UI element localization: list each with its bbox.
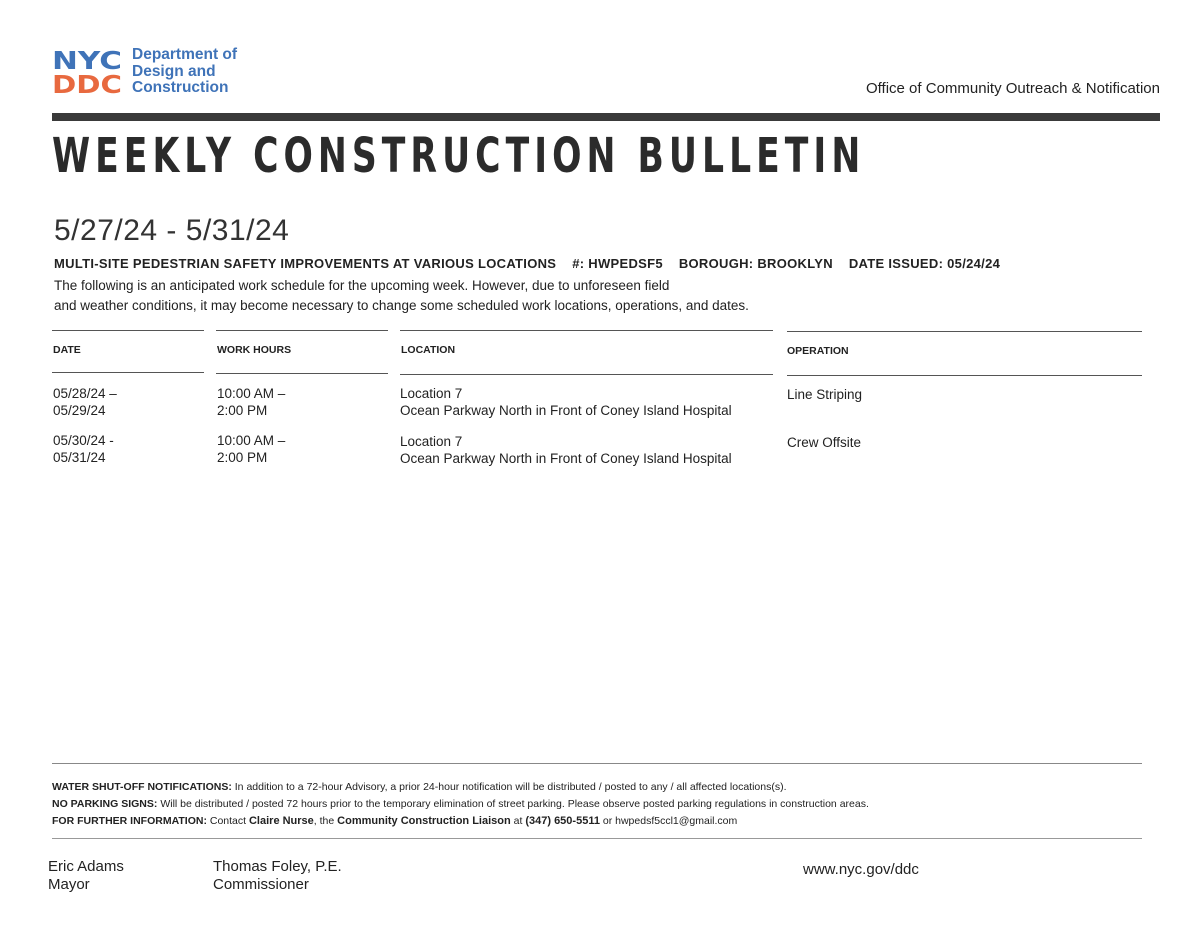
table-rule bbox=[787, 375, 1142, 376]
header-location: LOCATION bbox=[401, 344, 456, 356]
row1-date-start: 05/28/24 – bbox=[53, 386, 117, 401]
project-number: #: HWPEDSF5 bbox=[572, 256, 663, 271]
table-rule bbox=[216, 373, 388, 374]
table-rule bbox=[400, 330, 773, 331]
further-info-contact: Contact bbox=[209, 815, 247, 827]
no-parking-note bbox=[52, 796, 1152, 813]
row1-date-end: 05/29/24 bbox=[53, 403, 106, 418]
intro-text bbox=[54, 276, 954, 316]
water-shutoff-note bbox=[52, 779, 1152, 796]
project-line bbox=[54, 256, 1012, 271]
row1-location-detail: Ocean Parkway North in Front of Coney Island Hospital bbox=[400, 403, 732, 418]
commissioner-block bbox=[213, 858, 342, 894]
row2-location bbox=[400, 433, 732, 467]
further-info-note bbox=[52, 813, 1152, 830]
liaison-phone: (347) 650-5511 bbox=[525, 815, 600, 827]
row2-date-start: 05/30/24 - bbox=[53, 433, 114, 448]
liaison-email: or hwpedsf5ccl1@gmail.com bbox=[602, 815, 738, 827]
mayor-name: Eric Adams bbox=[48, 858, 124, 875]
liaison-role: Community Construction Liaison bbox=[337, 815, 511, 827]
project-name: MULTI-SITE PEDESTRIAN SAFETY IMPROVEMENTS AT VARIOUS LOCATIONS bbox=[54, 256, 557, 271]
row2-operation: Crew Offsite bbox=[787, 435, 862, 450]
row2-location-name: Location 7 bbox=[400, 434, 463, 449]
agency-name bbox=[132, 47, 237, 97]
office-name: Office of Community Outreach & Notification bbox=[865, 80, 1160, 97]
commissioner-title: Commissioner bbox=[213, 876, 309, 893]
row2-hours-start: 10:00 AM – bbox=[217, 433, 286, 448]
water-shutoff-text: In addition to a 72-hour Advisory, a prior 24-hour notification will be distributed / posted to any / all affected locations(s). bbox=[234, 781, 787, 793]
header-date: DATE bbox=[53, 344, 81, 356]
header-work-hours: WORK HOURS bbox=[217, 344, 292, 356]
table-rule bbox=[216, 330, 388, 331]
row2-location-detail: Ocean Parkway North in Front of Coney Island Hospital bbox=[400, 451, 732, 466]
row1-location bbox=[400, 385, 732, 419]
bulletin-title: WEEKLY CONSTRUCTION BULLETIN bbox=[52, 128, 866, 184]
date-range: 5/27/24 - 5/31/24 bbox=[54, 214, 290, 247]
notes-block bbox=[52, 779, 1152, 830]
row1-date bbox=[53, 385, 117, 419]
project-borough: BOROUGH: BROOKLYN bbox=[678, 256, 833, 271]
logo-ddc-text: DDC bbox=[52, 70, 122, 95]
row1-location-name: Location 7 bbox=[400, 386, 463, 401]
commissioner-name: Thomas Foley, P.E. bbox=[213, 858, 342, 875]
agency-name-line3: Construction bbox=[132, 79, 229, 96]
no-parking-text: Will be distributed / posted 72 hours prior to the temporary elimination of street parking. Please observe posted parking regulations in construction areas. bbox=[160, 798, 869, 810]
further-info-label: FOR FURTHER INFORMATION: bbox=[52, 815, 207, 827]
row2-date bbox=[53, 432, 114, 466]
row2-hours bbox=[217, 432, 285, 466]
project-date-issued: DATE ISSUED: 05/24/24 bbox=[848, 256, 1001, 271]
further-info-the: , the bbox=[313, 815, 335, 827]
further-info-at: at bbox=[513, 815, 523, 827]
nyc-ddc-logo bbox=[52, 47, 124, 95]
water-shutoff-label: WATER SHUT-OFF NOTIFICATIONS: bbox=[52, 781, 232, 793]
row1-hours-end: 2:00 PM bbox=[217, 403, 268, 418]
mayor-block bbox=[48, 858, 124, 894]
table-rule bbox=[400, 374, 773, 375]
footer-rule bbox=[52, 763, 1142, 764]
logo-nyc-text: NYC bbox=[52, 47, 122, 75]
footer-rule bbox=[52, 838, 1142, 839]
table-rule bbox=[52, 330, 204, 331]
header-rule bbox=[52, 113, 1160, 121]
intro-line2: and weather conditions, it may become necessary to change some scheduled work locations, operations, and dates. bbox=[54, 298, 749, 313]
header-operation: OPERATION bbox=[787, 345, 849, 357]
row1-hours bbox=[217, 385, 285, 419]
agency-name-line1: Department of bbox=[132, 46, 238, 63]
row1-operation: Line Striping bbox=[787, 387, 863, 402]
agency-name-line2: Design and bbox=[132, 62, 216, 80]
no-parking-label: NO PARKING SIGNS: bbox=[52, 798, 158, 810]
intro-line1: The following is an anticipated work schedule for the upcoming week. However, due to unforeseen field bbox=[54, 278, 670, 293]
table-rule bbox=[52, 372, 204, 373]
liaison-name: Claire Nurse bbox=[248, 815, 314, 827]
row1-hours-start: 10:00 AM – bbox=[217, 386, 286, 401]
website-link[interactable]: www.nyc.gov/ddc bbox=[803, 861, 919, 878]
row2-hours-end: 2:00 PM bbox=[217, 450, 268, 465]
row2-date-end: 05/31/24 bbox=[53, 450, 106, 465]
table-rule bbox=[787, 331, 1142, 332]
mayor-title: Mayor bbox=[48, 876, 90, 893]
